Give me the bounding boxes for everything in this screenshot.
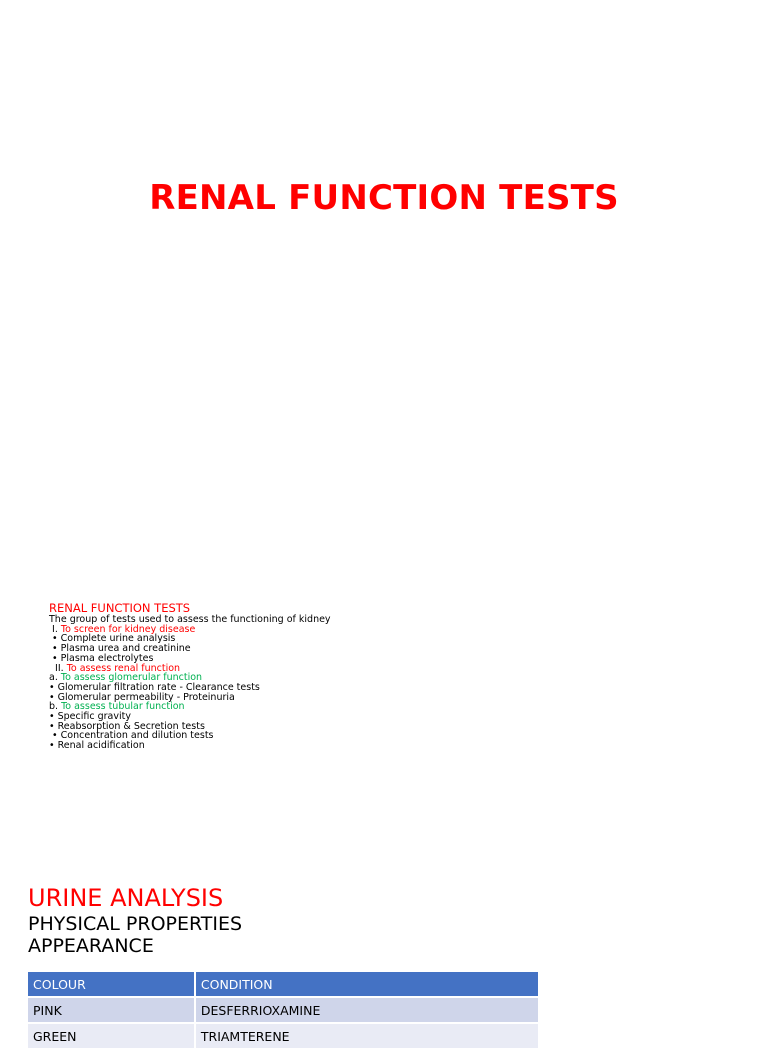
column-header: CONDITION xyxy=(195,972,539,997)
table-cell: PINK xyxy=(28,997,195,1023)
page-title: RENAL FUNCTION TESTS xyxy=(149,178,619,218)
subsection-b-label: To assess tubular function xyxy=(61,701,185,713)
table-row xyxy=(28,1023,539,1048)
table-cell: DESFERRIOXAMINE xyxy=(195,997,539,1023)
section-1-label: To screen for kidney disease xyxy=(60,623,196,635)
list-item: • Glomerular filtration rate - Clearance tests xyxy=(49,681,260,693)
appearance-heading: APPEARANCE xyxy=(28,935,154,957)
subsection-b-prefix: b. xyxy=(49,701,62,713)
list-item: • Complete urine analysis xyxy=(49,633,176,645)
list-item: • Concentration and dilution tests xyxy=(49,730,214,742)
colour-condition-table xyxy=(28,972,540,1048)
physical-properties-heading: PHYSICAL PROPERTIES xyxy=(28,913,243,935)
urine-analysis-title: URINE ANALYSIS xyxy=(28,884,224,912)
notes-intro: The group of tests used to assess the functioning of kidney xyxy=(49,614,331,625)
list-item: • Plasma electrolytes xyxy=(49,652,154,664)
table-cell: GREEN xyxy=(28,1023,195,1048)
subsection-a-prefix: a. xyxy=(49,672,61,684)
table-cell: TRIAMTERENE xyxy=(195,1023,539,1048)
list-item: • Specific gravity xyxy=(49,711,131,723)
subsection-a-label: To assess glomerular function xyxy=(60,672,203,684)
list-item: • Plasma urea and creatinine xyxy=(49,643,191,655)
table-row xyxy=(28,997,539,1023)
notes-block xyxy=(49,602,449,751)
list-item: • Glomerular permeability - Proteinuria xyxy=(49,691,235,703)
section-2-prefix: II. xyxy=(49,662,67,674)
table-header-row xyxy=(28,972,539,997)
list-item: • Renal acidification xyxy=(49,740,145,752)
list-item: • Reabsorption & Secretion tests xyxy=(49,720,205,732)
column-header: COLOUR xyxy=(28,972,195,997)
section-2-label: To assess renal function xyxy=(66,662,181,674)
notes-heading: RENAL FUNCTION TESTS xyxy=(49,601,191,615)
section-1-prefix: I. xyxy=(49,623,61,635)
